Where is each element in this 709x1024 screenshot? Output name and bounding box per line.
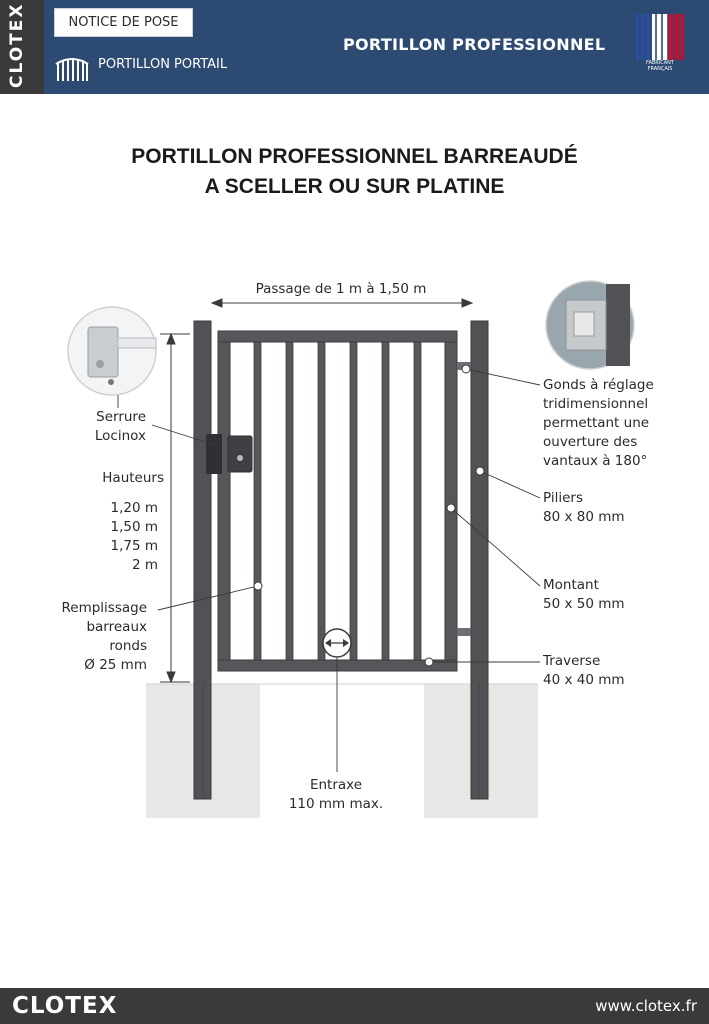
round-bars bbox=[254, 342, 421, 660]
title-line-2: A SCELLER OU SUR PLATINE bbox=[204, 175, 505, 198]
hauteurs-list: 1,20 m 1,50 m 1,75 m 2 m bbox=[110, 500, 158, 573]
gonds-label: Gonds à réglage tridimensionnel permettant une ouverture des vantaux à 180° bbox=[543, 377, 654, 469]
montant-label: Montant 50 x 50 mm bbox=[543, 577, 625, 612]
hauteurs-title: Hauteurs bbox=[102, 470, 164, 486]
footer-brand-logo: CLOTEX bbox=[12, 993, 118, 1019]
serrure-label: Serrure Locinox bbox=[94, 409, 146, 444]
passage-label: Passage de 1 m à 1,50 m bbox=[255, 281, 427, 297]
footer-website-link[interactable]: www.clotex.fr bbox=[595, 997, 697, 1015]
hinge-icons bbox=[457, 362, 471, 636]
notice-badge: NOTICE DE POSE bbox=[54, 8, 193, 37]
footer-bar bbox=[0, 988, 709, 1024]
lock-icon bbox=[206, 434, 252, 474]
entraxe-symbol bbox=[323, 629, 351, 657]
entraxe-label: Entraxe 110 mm max. bbox=[288, 777, 384, 812]
remplissage-label: Remplissage barreaux ronds Ø 25 mm bbox=[61, 600, 147, 673]
hinge-detail-photo bbox=[546, 281, 634, 369]
passage-dimension bbox=[212, 299, 472, 307]
piliers-label: Piliers 80 x 80 mm bbox=[543, 490, 625, 525]
product-label: PORTILLON PROFESSIONNEL bbox=[343, 35, 606, 54]
lock-detail-photo bbox=[68, 307, 156, 395]
brand-logo-vertical: CLOTEX bbox=[7, 2, 27, 88]
traverse-label: Traverse 40 x 40 mm bbox=[543, 653, 625, 688]
category-label: PORTILLON PORTAIL bbox=[98, 57, 228, 72]
title-line-1: PORTILLON PROFESSIONNEL BARREAUDÉ bbox=[131, 145, 578, 168]
height-dimension bbox=[160, 334, 190, 682]
made-in-france-badge: FABRICANT FRANÇAIS bbox=[646, 60, 674, 72]
